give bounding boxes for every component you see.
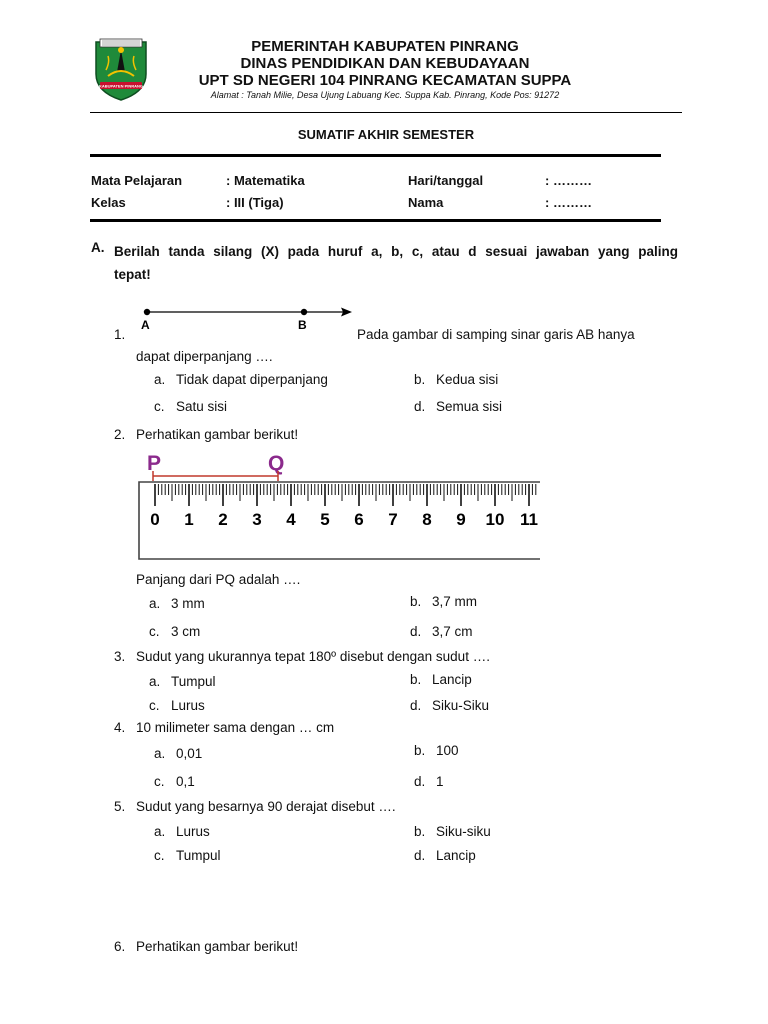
- ruler-number: 3: [252, 510, 262, 529]
- q4-option-b[interactable]: b. 100: [414, 743, 459, 758]
- title-divider: [90, 154, 661, 157]
- school-logo: [88, 36, 154, 102]
- header-line-1: PEMERINTAH KABUPATEN PINRANG: [251, 38, 519, 55]
- q2-option-c[interactable]: c. 3 cm: [149, 624, 201, 639]
- subject-value: : Matematika: [226, 173, 305, 188]
- q5-text: Sudut yang besarnya 90 derajat disebut ….: [136, 799, 396, 814]
- letterhead: [150, 38, 620, 100]
- point-q-label: Q: [268, 452, 285, 475]
- header-line-3: UPT SD NEGERI 104 PINRANG KECAMATAN SUPPA: [198, 72, 572, 89]
- q3-number: 3.: [114, 649, 126, 664]
- ruler-number: 6: [354, 510, 364, 529]
- info-divider: [90, 219, 661, 222]
- q4-number: 4.: [114, 720, 126, 735]
- date-value: : ………: [545, 173, 592, 188]
- q5-option-b[interactable]: b. Siku-siku: [414, 824, 491, 839]
- q1-number: 1.: [114, 327, 126, 342]
- header-divider: [90, 112, 682, 113]
- subject-label: Mata Pelajaran: [91, 173, 183, 188]
- ruler-number: 0: [150, 510, 160, 529]
- q1-option-d[interactable]: d. Semua sisi: [414, 399, 503, 414]
- q5-number: 5.: [114, 799, 126, 814]
- q1-option-c[interactable]: c. Satu sisi: [154, 399, 228, 414]
- class-value: : III (Tiga): [226, 195, 284, 210]
- ruler-number: 4: [286, 510, 296, 529]
- q3-option-b[interactable]: b. Lancip: [410, 672, 472, 687]
- header-address: Alamat : Tanah Milie, Desa Ujung Labuang Kec. Suppa Kab. Pinrang, Kode Pos: 91272: [210, 90, 560, 100]
- q5-option-c[interactable]: c. Tumpul: [154, 848, 221, 863]
- q3-option-d[interactable]: d. Siku-Siku: [410, 698, 490, 713]
- section-a-instruction: [114, 240, 678, 286]
- q5-option-d[interactable]: d. Lancip: [414, 848, 476, 863]
- q1-text-2: dapat diperpanjang ….: [136, 349, 273, 364]
- q6-text: Perhatikan gambar berikut!: [136, 939, 299, 954]
- q3-option-c[interactable]: c. Lurus: [149, 698, 205, 713]
- section-a-line-1: Berilah tanda silang (X) pada huruf a, b, c, atau d sesuai jawaban yang paling: [114, 244, 678, 259]
- ruler-figure: [138, 448, 542, 566]
- header-line-2: DINAS PENDIDIKAN DAN KEBUDAYAAN: [240, 55, 530, 72]
- q3-text: Sudut yang ukurannya tepat 180º disebut dengan sudut ….: [136, 649, 490, 664]
- q1-option-a[interactable]: a. Tidak dapat diperpanjang: [154, 372, 328, 387]
- q2-option-b[interactable]: b. 3,7 mm: [410, 594, 478, 609]
- ray-ab-figure: [138, 303, 358, 335]
- q4-option-c[interactable]: c. 0,1: [154, 774, 195, 789]
- name-value: : ………: [545, 195, 592, 210]
- q3-option-a[interactable]: a. Tumpul: [149, 674, 216, 689]
- date-label: Hari/tanggal: [408, 173, 484, 188]
- point-p-label: P: [147, 452, 162, 475]
- q1-option-b[interactable]: b. Kedua sisi: [414, 372, 499, 387]
- name-label: Nama: [408, 195, 444, 210]
- ruler-number: 10: [485, 510, 505, 529]
- ruler-number: 11: [520, 510, 538, 529]
- point-b-label: B: [298, 318, 307, 332]
- ruler-number: 1: [184, 510, 194, 529]
- q5-option-a[interactable]: a. Lurus: [154, 824, 210, 839]
- q2-number: 2.: [114, 427, 126, 442]
- q6-number: 6.: [114, 939, 126, 954]
- class-label: Kelas: [91, 195, 126, 210]
- q4-option-d[interactable]: d. 1: [414, 774, 444, 789]
- q4-option-a[interactable]: a. 0,01: [154, 746, 203, 761]
- section-a-letter: A.: [91, 240, 105, 255]
- ruler-number: 2: [218, 510, 228, 529]
- ruler-number: 9: [456, 510, 466, 529]
- logo-ribbon-text: KABUPATEN PINRANG: [98, 83, 144, 89]
- q2-option-d[interactable]: d. 3,7 cm: [410, 624, 473, 639]
- ruler-number: 8: [422, 510, 432, 529]
- exam-title: SUMATIF AKHIR SEMESTER: [297, 127, 475, 142]
- q2-text-1: Perhatikan gambar berikut!: [136, 427, 299, 442]
- q1-text-1: Pada gambar di samping sinar garis AB hanya: [357, 327, 635, 342]
- ruler-number: 7: [388, 510, 398, 529]
- point-a-label: A: [141, 318, 150, 332]
- q2-option-a[interactable]: a. 3 mm: [149, 596, 205, 611]
- q2-text-2: Panjang dari PQ adalah ….: [136, 572, 301, 587]
- section-a-line-2: tepat!: [114, 267, 151, 282]
- ruler-number: 5: [320, 510, 330, 529]
- q4-text: 10 milimeter sama dengan … cm: [136, 720, 335, 735]
